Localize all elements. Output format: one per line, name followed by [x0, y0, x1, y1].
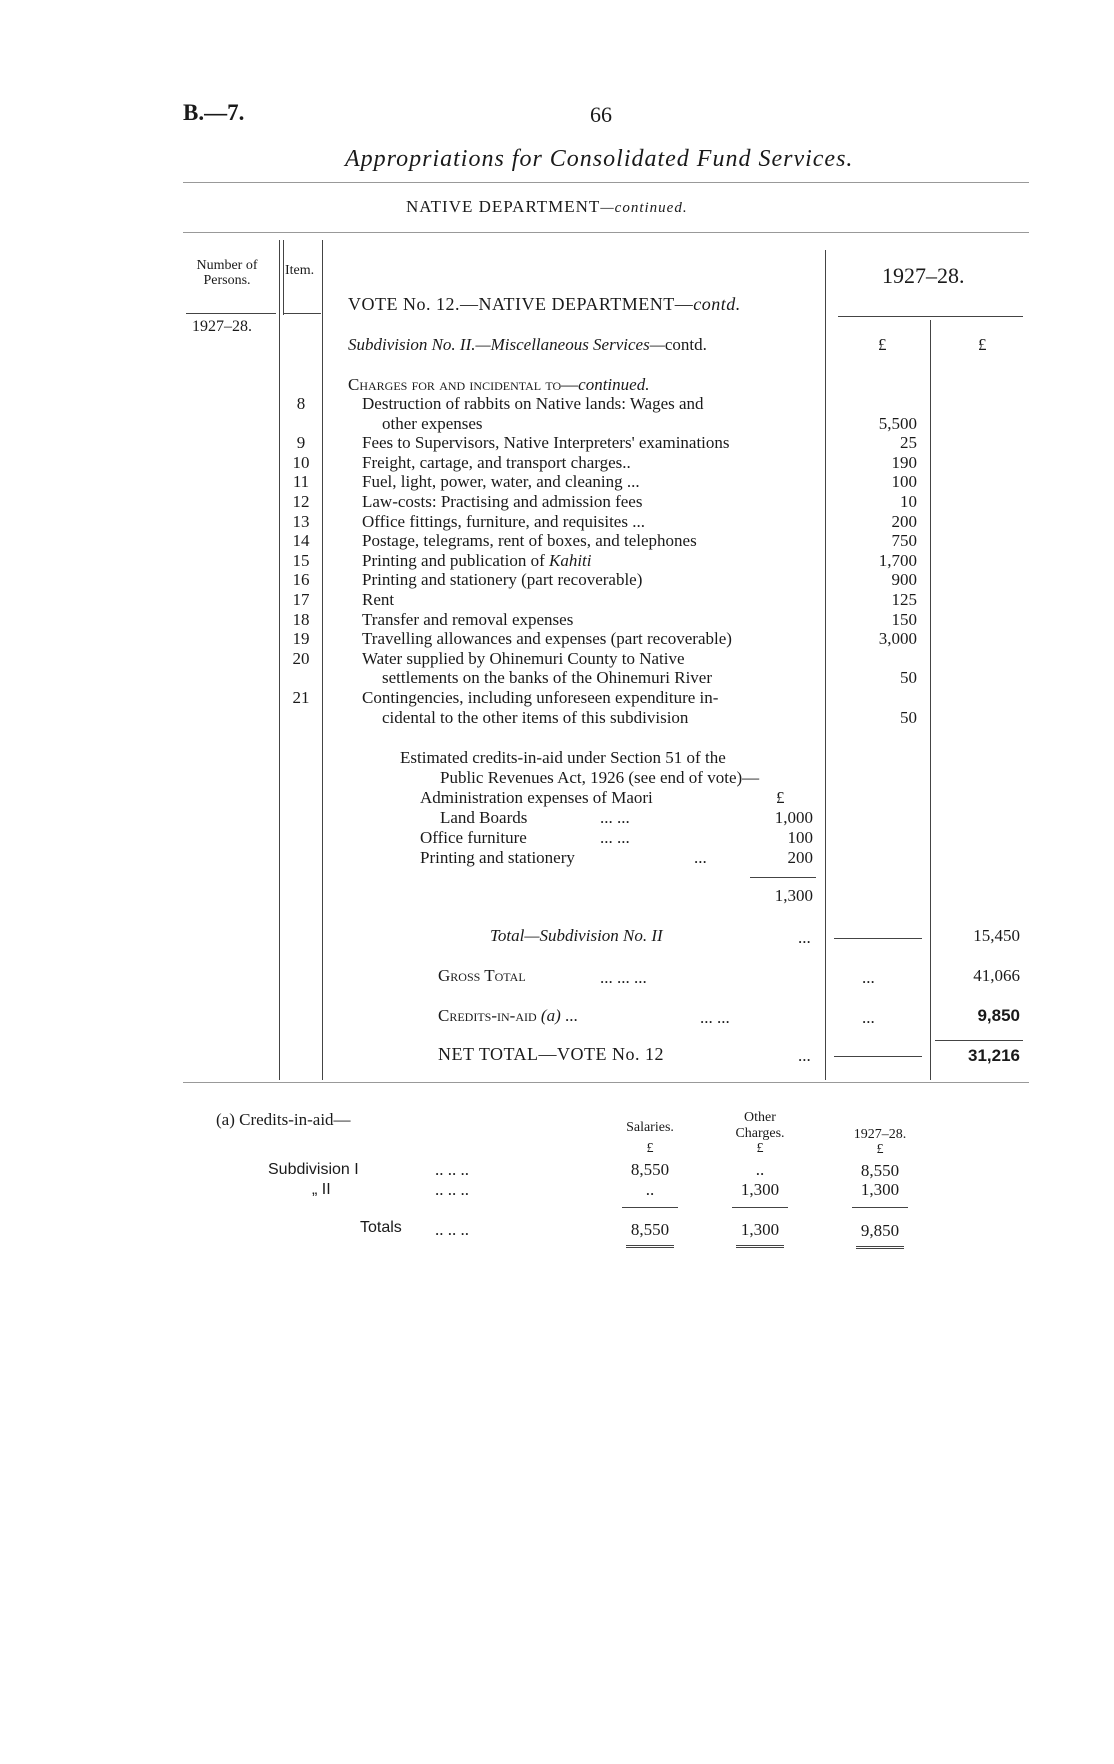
credits-total-text: Credits-in-aid — [438, 1006, 537, 1025]
net-total-rule — [834, 1056, 922, 1057]
department-name: NATIVE DEPARTMENT — [406, 197, 601, 216]
vote-title-suffix: contd. — [693, 294, 741, 314]
credits-total-amount: 9,850 — [977, 1006, 1020, 1025]
footnote-pound-year: £ — [876, 1142, 884, 1157]
item-amount: 750 — [891, 531, 917, 551]
footnote-totals-label: Totals — [360, 1219, 402, 1236]
item-description: Contingencies, including unforeseen expenditure in- — [362, 688, 719, 707]
credits-total-ref: (a) — [540, 1006, 561, 1025]
item-number: 9 — [296, 433, 306, 453]
net-total-dots: ... — [798, 1046, 811, 1065]
persons-header-rule — [186, 313, 276, 314]
persons-divider — [279, 240, 280, 1080]
credits-entry-label: Land Boards — [440, 808, 528, 827]
page-number: 66 — [590, 102, 612, 127]
footnote-sum-rule-salaries — [622, 1207, 678, 1208]
footnote-col-year: 1927–28. — [853, 1127, 907, 1142]
credits-entry-amount: 200 — [787, 848, 813, 867]
item-number: 14 — [292, 531, 310, 551]
page-title: Appropriations for Consolidated Fund Services. — [345, 146, 854, 172]
item-description-continued: cidental to the other items of this subdivision — [382, 707, 689, 727]
credits-entry-dots: ... ... — [600, 808, 630, 827]
item-description: Law-costs: Practising and admission fees — [362, 492, 643, 511]
persons-year: 1927–28. — [192, 318, 252, 335]
description-divider — [825, 250, 826, 1080]
footnote-row-dots: .. .. .. — [435, 1180, 469, 1199]
item-description: Freight, cartage, and transport charges.. — [362, 452, 631, 472]
credits-entry-label: Administration expenses of Maori — [420, 788, 653, 807]
footnote-heading-text: (a) Credits-in-aid— — [216, 1110, 351, 1129]
item-description: Destruction of rabbits on Native lands: Wages and — [362, 394, 704, 413]
vote-title — [348, 294, 741, 315]
footnote-row-salaries: .. — [645, 1180, 655, 1199]
footnote-col-salaries: Salaries. — [626, 1120, 674, 1135]
footnote-row-other: .. — [755, 1160, 765, 1179]
item-number: 19 — [292, 629, 310, 649]
item-amount: 50 — [900, 707, 917, 727]
item-number: 10 — [292, 452, 310, 472]
item-number: 11 — [292, 472, 310, 492]
item-description: Fuel, light, power, water, and cleaning ... — [362, 472, 640, 492]
title-rule — [183, 182, 1029, 183]
item-description-continued: other expenses — [382, 413, 483, 433]
item-number: 20 — [292, 648, 310, 668]
footnote-totals-other: 1,300 — [740, 1220, 780, 1239]
subdivision-title — [348, 335, 707, 355]
credits-entry-amount: 1,000 — [774, 808, 813, 827]
department-heading — [406, 197, 688, 217]
item-description: Transfer and removal expenses — [362, 609, 574, 629]
item-description: Fees to Supervisors, Native Interpreters' examinations — [362, 433, 730, 453]
item-amount: 10 — [900, 492, 917, 511]
subdivision-total-label: Total—Subdivision No. II — [490, 926, 663, 945]
item-amount: 3,000 — [878, 629, 917, 649]
footnote-double-rule-year — [856, 1246, 904, 1249]
credits-total-ellipsis: ... — [564, 1006, 578, 1025]
footnote-pound-salaries: £ — [646, 1141, 654, 1156]
credits-note-pound: £ — [776, 788, 785, 807]
item-amount: 190 — [891, 452, 917, 472]
net-total-label: NET TOTAL—VOTE No. 12 — [438, 1044, 665, 1064]
item-amount: 5,500 — [878, 413, 917, 433]
footnote-totals-salaries: 8,550 — [630, 1220, 670, 1239]
credits-total-label — [438, 1006, 578, 1026]
footnote-row-year: 1,300 — [860, 1180, 900, 1199]
subdivision-total-amount: 15,450 — [973, 926, 1020, 945]
amount-header-rule — [838, 316, 1023, 317]
credits-sum-rule — [750, 877, 816, 878]
credits-entry-dots: ... ... — [600, 828, 630, 847]
item-number: 21 — [292, 688, 310, 707]
credits-entry-amount: 100 — [787, 828, 813, 847]
item-description: Printing and stationery (part recoverable) — [362, 570, 643, 590]
credits-note-line1: Estimated credits-in-aid under Section 51 of the — [400, 748, 726, 767]
footnote-pound-other: £ — [756, 1141, 764, 1156]
item-amount: 900 — [891, 570, 917, 590]
footnote-double-rule-salaries — [626, 1245, 674, 1248]
item-divider — [322, 240, 323, 1080]
footnote-heading — [216, 1110, 351, 1130]
charges-heading — [348, 375, 649, 395]
item-description-continued: settlements on the banks of the Ohinemuri River — [382, 668, 713, 688]
credits-note-line2: Public Revenues Act, 1926 (see end of vote)— — [440, 768, 760, 787]
footnote-row-salaries: 8,550 — [630, 1160, 670, 1179]
subdivision-title-text: Subdivision No. II.—Miscellaneous Services— — [348, 335, 665, 354]
table-bottom-rule — [183, 1082, 1029, 1083]
item-amount: 200 — [891, 511, 917, 531]
item-description: Postage, telegrams, rent of boxes, and telephones — [362, 531, 697, 551]
item-number: 13 — [292, 511, 310, 531]
item-number: 17 — [292, 590, 310, 609]
footnote-row-dots: .. .. .. — [435, 1160, 469, 1179]
item-number: 15 — [292, 550, 310, 570]
item-amount: 1,700 — [878, 550, 917, 570]
department-suffix: —continued. — [600, 200, 688, 216]
item-number: 18 — [292, 609, 310, 629]
credits-entry-dots: ... — [694, 848, 707, 867]
item-number: 16 — [292, 570, 310, 590]
item-amount: 150 — [891, 609, 917, 629]
gross-total-label: Gross Total — [438, 966, 526, 985]
item-description: Travelling allowances and expenses (part recoverable) — [362, 629, 732, 649]
item-number: 12 — [292, 492, 310, 511]
footnote-row-year: 8,550 — [860, 1161, 900, 1180]
pound-sign-col1: £ — [878, 335, 887, 354]
item-description: Water supplied by Ohinemuri County to Native — [362, 648, 685, 668]
page-code: B.—7. — [183, 100, 245, 125]
item-description: Printing and publication of Kahiti — [362, 550, 592, 570]
item-amount: 100 — [891, 472, 917, 492]
footnote-row-label: Subdivision I — [268, 1161, 359, 1178]
item-number: 8 — [296, 394, 306, 413]
persons-column-header: Number of Persons. — [196, 258, 258, 288]
credits-total-col1-dots: ... — [862, 1008, 875, 1027]
pound-sign-col2: £ — [978, 335, 987, 354]
subdivision-total-dots: ... — [798, 928, 811, 947]
item-amount: 50 — [900, 668, 917, 688]
credits-total-dots: ... ... — [700, 1008, 730, 1027]
net-total-amount: 31,216 — [968, 1046, 1020, 1065]
subdivision-title-suffix: contd. — [664, 335, 707, 354]
footnote-totals-dots: .. .. .. — [435, 1220, 469, 1239]
footnote-row-other: 1,300 — [740, 1180, 780, 1199]
gross-total-dots: ... ... ... — [600, 968, 647, 987]
vote-title-text: VOTE No. 12.—NATIVE DEPARTMENT— — [348, 294, 694, 314]
credits-note-total: 1,300 — [774, 886, 813, 905]
item-description: Rent — [362, 590, 395, 609]
charges-heading-text: Charges for and incidental to— — [348, 375, 579, 394]
footnote-col-other: Other Charges. — [735, 1110, 785, 1141]
department-rule — [183, 232, 1029, 233]
item-column-header: Item. — [285, 263, 315, 278]
gross-total-col1-dots: ... — [862, 968, 875, 987]
footnote-sum-rule-year — [852, 1207, 908, 1208]
footnote-totals-year: 9,850 — [860, 1221, 900, 1240]
charges-heading-suffix: continued. — [578, 375, 650, 394]
item-amount: 125 — [891, 590, 917, 609]
footnote-double-rule-other — [736, 1245, 784, 1248]
credits-entry-label: Office furniture — [420, 828, 527, 847]
footnote-row-label: „ II — [312, 1181, 331, 1198]
year-column-header: 1927–28. — [882, 263, 965, 288]
net-total-rule-2 — [935, 1040, 1023, 1041]
item-header-rule — [283, 313, 321, 314]
item-description: Office fittings, furniture, and requisites ... — [362, 511, 645, 531]
footnote-sum-rule-other — [732, 1207, 788, 1208]
item-amount: 25 — [900, 433, 917, 453]
kahiti-italic: Kahiti — [548, 550, 592, 570]
gross-total-amount: 41,066 — [973, 966, 1020, 985]
credits-entry-label: Printing and stationery — [420, 848, 575, 867]
item-divider-left — [283, 240, 284, 315]
subdivision-total-rule — [834, 938, 922, 939]
